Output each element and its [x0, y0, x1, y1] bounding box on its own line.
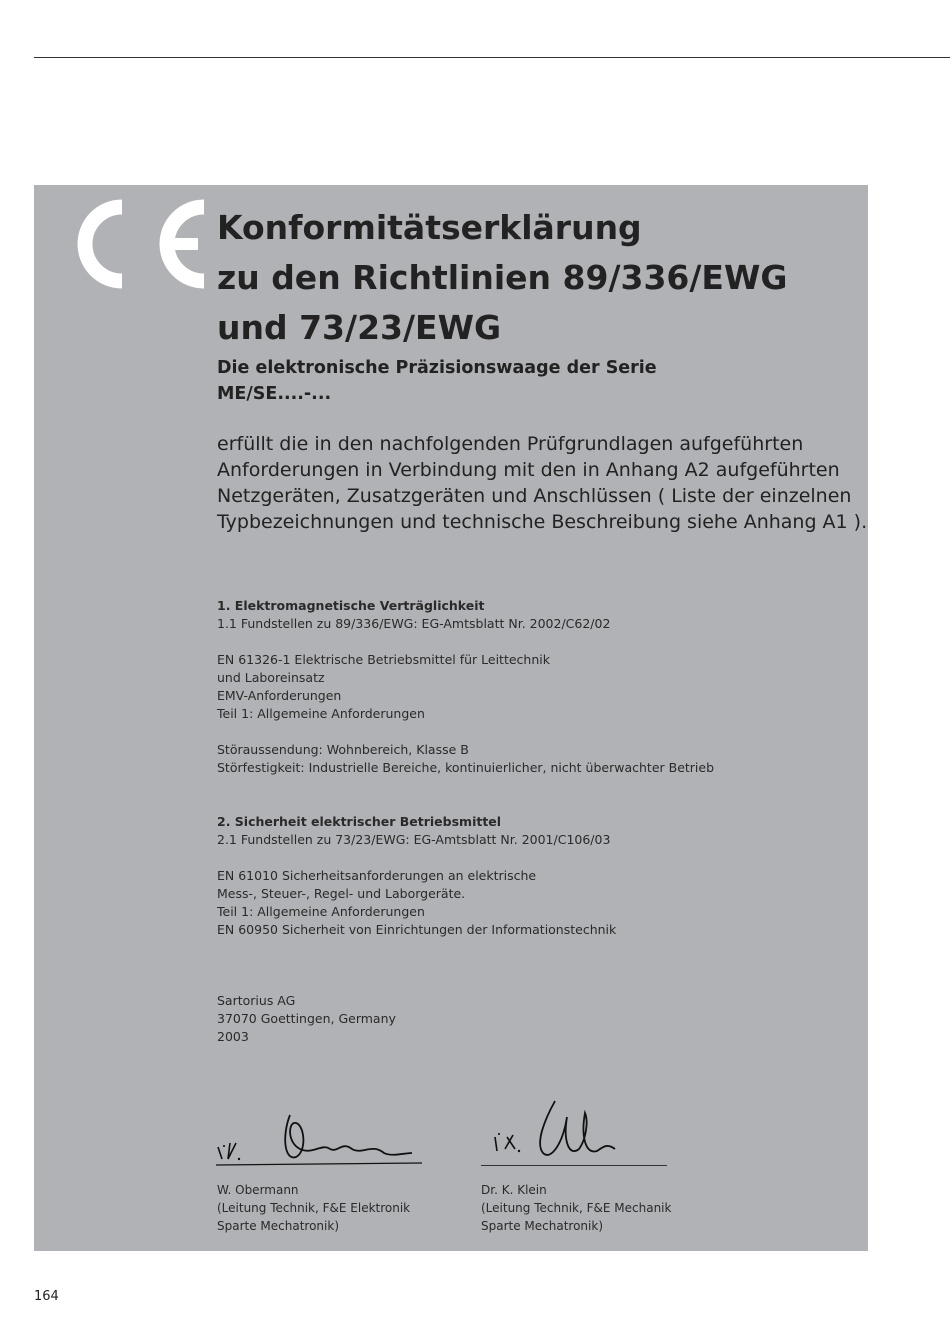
- emission-line: Störaussendung: Wohnbereich, Klasse B: [217, 742, 469, 757]
- signature-klein: [489, 1095, 674, 1170]
- subtitle-line: Die elektronische Präzisionswaage der Serie: [217, 358, 657, 378]
- signature-line: [481, 1165, 667, 1166]
- signatory-role: Sparte Mechatronik): [481, 1219, 604, 1233]
- standard-line: Teil 1: Allgemeine Anforderungen: [217, 904, 425, 919]
- signatory-name: W. Obermann: [217, 1183, 299, 1197]
- page-number: 164: [34, 1289, 59, 1304]
- intro-line: erfüllt die in den nachfolgenden Prüfgrundlagen aufgeführten: [217, 433, 804, 455]
- ce-mark-icon: [64, 199, 214, 289]
- signatory-role: (Leitung Technik, F&E Elektronik: [217, 1201, 411, 1215]
- intro-line: Anforderungen in Verbindung mit den in Anhang A2 aufgeführten: [217, 459, 840, 481]
- company-block: [217, 992, 857, 1046]
- safety-section: [217, 813, 857, 939]
- section-reference: 2.1 Fundstellen zu 73/23/EWG: EG-Amtsblatt Nr. 2001/C106/03: [217, 832, 611, 847]
- company-name: Sartorius AG: [217, 993, 296, 1008]
- declaration-panel: [34, 185, 868, 1251]
- standard-line: Teil 1: Allgemeine Anforderungen: [217, 706, 425, 721]
- signatory-role: Sparte Mechatronik): [217, 1219, 340, 1233]
- title-line: Konformitätserklärung: [217, 208, 642, 247]
- standard-line: EN 61010 Sicherheitsanforderungen an elektrische: [217, 868, 537, 883]
- intro-line: Netzgeräten, Zusatzgeräten und Anschlüssen ( Liste der einzelnen: [217, 485, 852, 507]
- intro-paragraph: [217, 431, 868, 535]
- title-line: zu den Richtlinien 89/336/EWG: [217, 258, 788, 297]
- signature-obermann: [212, 1095, 427, 1170]
- standard-line: Mess-, Steuer-, Regel- und Laborgeräte.: [217, 886, 466, 901]
- subtitle-line: ME/SE....-...: [217, 384, 332, 404]
- intro-line: Typbezeichnungen und technische Beschreibung siehe Anhang A1 ).: [217, 511, 868, 533]
- declaration-title: [217, 203, 857, 353]
- standard-line: EN 61326-1 Elektrische Betriebsmittel für Leittechnik: [217, 652, 550, 667]
- top-rule: [34, 57, 950, 58]
- emc-section: [217, 597, 857, 777]
- signatory-block: [217, 1181, 410, 1235]
- signatory-name: Dr. K. Klein: [481, 1183, 547, 1197]
- signatory-role: (Leitung Technik, F&E Mechanik: [481, 1201, 672, 1215]
- section-reference: 1.1 Fundstellen zu 89/336/EWG: EG-Amtsblatt Nr. 2002/C62/02: [217, 616, 611, 631]
- title-line: und 73/23/EWG: [217, 308, 502, 347]
- standard-line: und Laboreinsatz: [217, 670, 325, 685]
- signatory-block: [481, 1181, 671, 1235]
- section-heading: 2. Sicherheit elektrischer Betriebsmittel: [217, 814, 502, 829]
- product-subtitle: [217, 355, 857, 407]
- standard-line: EMV-Anforderungen: [217, 688, 342, 703]
- standard-line: EN 60950 Sicherheit von Einrichtungen der Informationstechnik: [217, 922, 617, 937]
- section-heading: 1. Elektromagnetische Verträglichkeit: [217, 598, 485, 613]
- immunity-line: Störfestigkeit: Industrielle Bereiche, kontinuierlicher, nicht überwachter Betrieb: [217, 760, 715, 775]
- company-address: 37070 Goettingen, Germany: [217, 1011, 396, 1026]
- company-year: 2003: [217, 1029, 249, 1044]
